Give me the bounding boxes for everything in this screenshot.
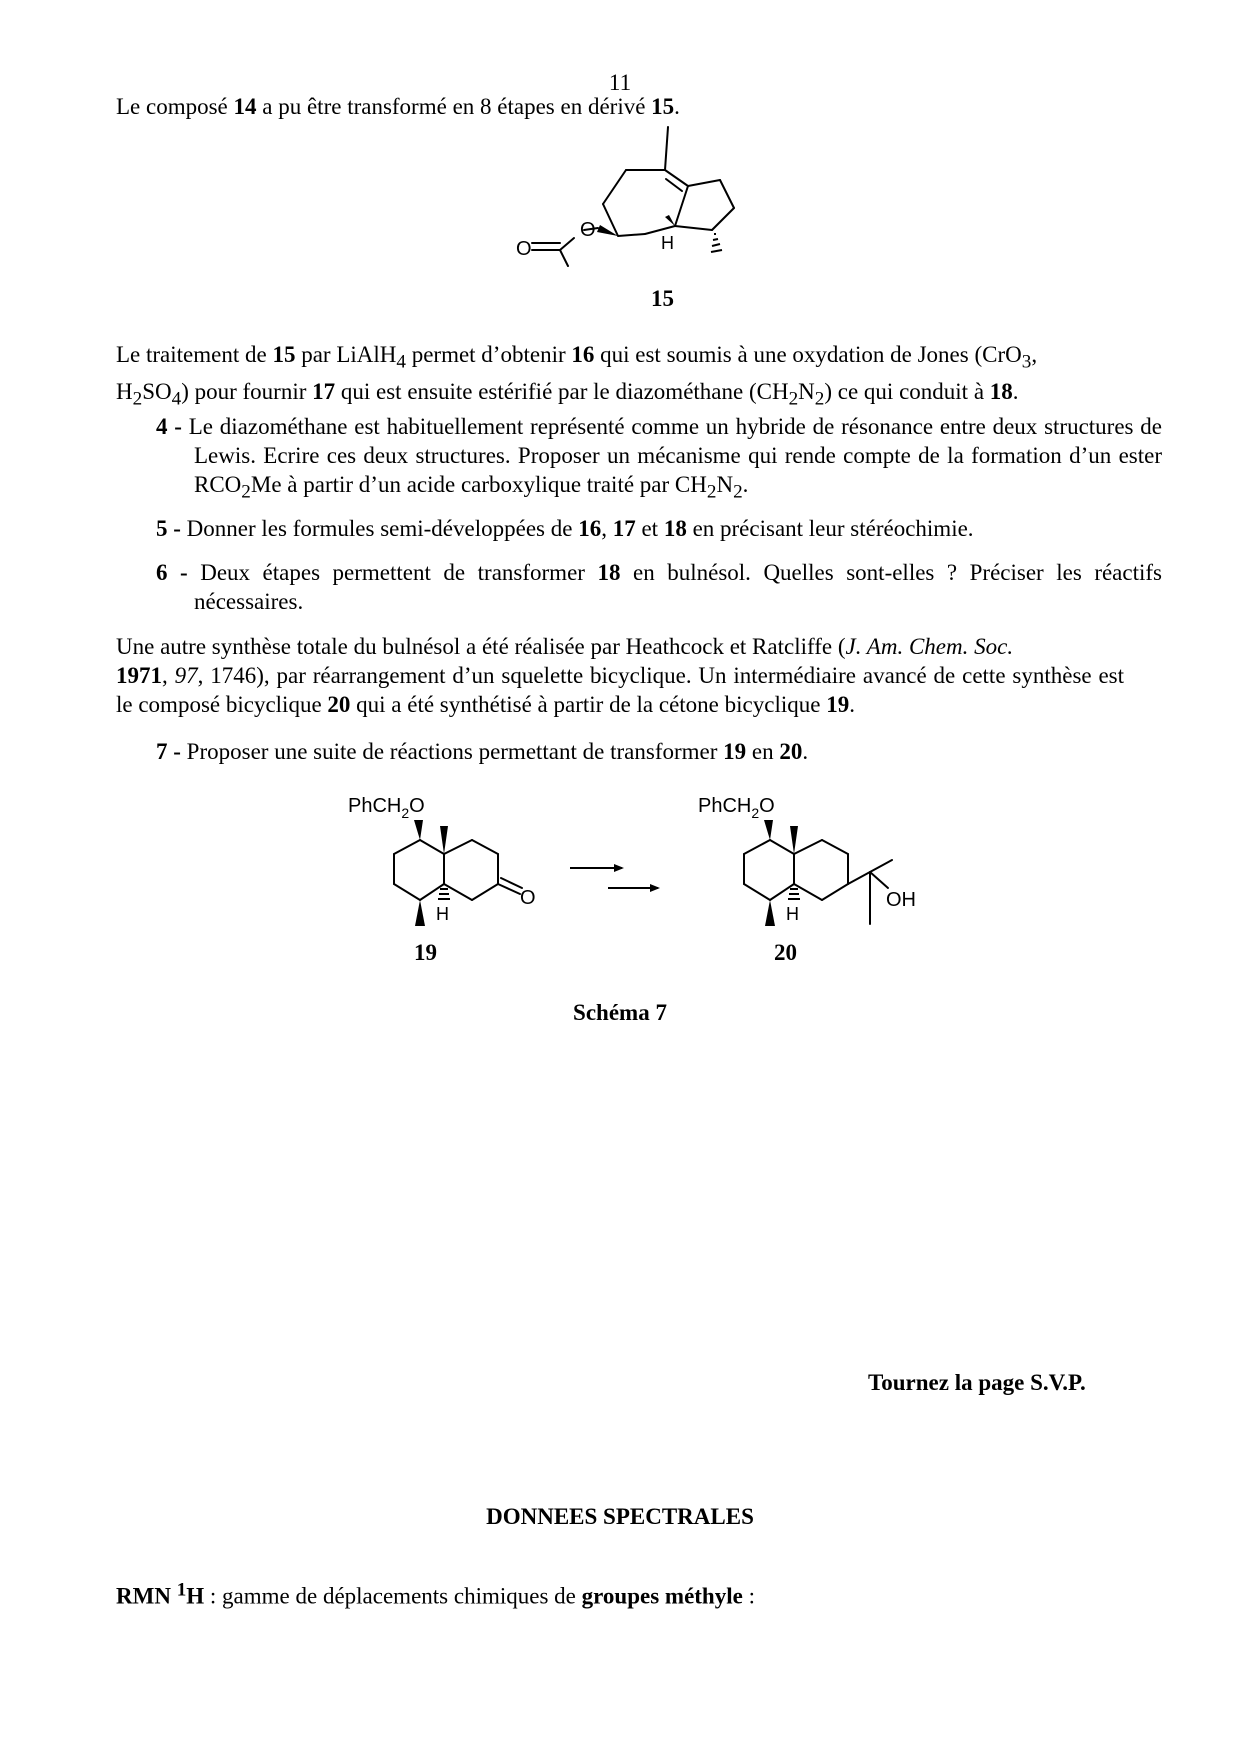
compound-15-label: 15 bbox=[651, 286, 674, 311]
atom-o-carbonyl: O bbox=[516, 238, 532, 260]
turn-page-note: Tournez la page S.V.P. bbox=[868, 1370, 1086, 1395]
paragraph-reactions: Le traitement de 15 par LiAlH$_4$ permet d’obtenir 16 qui est soumis à une oxydation de Jones (CrO$_3$, $H_2SO_4$) pour fournir 17 qui est ensuite estérifié par le diazométhane $(CH_2N_2)$ ce qui conduit à 18. bbox=[116, 342, 1038, 410]
intro-line: Le composé 14 a pu être transformé en 8 étapes en dérivé 15. bbox=[116, 94, 680, 119]
atom-o-ester: O bbox=[580, 219, 596, 241]
section-title: DONNEES SPECTRALES bbox=[486, 1504, 754, 1529]
question-7: 7 - Proposer une suite de réactions permettant de transformer 19 en 20. bbox=[156, 739, 809, 764]
question-6: 6 - Deux étapes permettent de transformer 18 en bulnésol. Quelles sont-elles ? Préciser les réactifs nécessaires. bbox=[156, 560, 1162, 614]
reaction-arrows bbox=[560, 858, 670, 898]
rmn-line: RMN $^1$H : gamme de déplacements chimiques de groupes méthyle : bbox=[116, 1579, 755, 1609]
compound-19-label: 19 bbox=[414, 940, 437, 965]
compound-15-structure bbox=[516, 124, 760, 314]
compound-19-oxygen: O bbox=[520, 887, 536, 909]
compound-19-substituent: PhCH$_2$O bbox=[348, 795, 425, 821]
arrow-head-icon bbox=[650, 884, 660, 892]
compound-20-substituent: PhCH$_2$O bbox=[698, 795, 775, 821]
compound-19-structure bbox=[340, 790, 560, 940]
scheme-caption: Schéma 7 bbox=[573, 1000, 667, 1025]
question-5: 5 - Donner les formules semi-développées de 16, 17 et 18 en précisant leur stéréochimie. bbox=[156, 516, 974, 541]
page-number: 11 bbox=[608, 70, 632, 95]
compound-20-hydrogen: H bbox=[786, 904, 799, 924]
atom-h: H bbox=[661, 233, 674, 253]
question-4: 4 - Le diazométhane est habituellement représenté comme un hybride de résonance entre deux structures de Lewis. Ecrire ces deux structures. Proposer un mécanisme qui rende compte de la formation d’un ester $RCO_2Me$ à partir d’un acide carboxylique traité par $CH_2N_2$. bbox=[156, 414, 1162, 503]
arrow-head-icon bbox=[614, 864, 624, 872]
compound-20-structure bbox=[690, 790, 940, 940]
compound-20-label: 20 bbox=[774, 940, 797, 965]
compound-19-hydrogen: H bbox=[436, 904, 449, 924]
paragraph-heathcock: Une autre synthèse totale du bulnésol a été réalisée par Heathcock et Ratcliffe (J. Am. Chem. Soc. 1971, 97, 1746), par réarrangement d’un squelette bicyclique. Un intermédiaire avancé de cette synthèse est le composé bicyclique 20 qui a été synthétisé à partir de la cétone bicyclique 19. bbox=[116, 634, 1125, 717]
compound-20-hydroxyl: OH bbox=[886, 889, 916, 911]
